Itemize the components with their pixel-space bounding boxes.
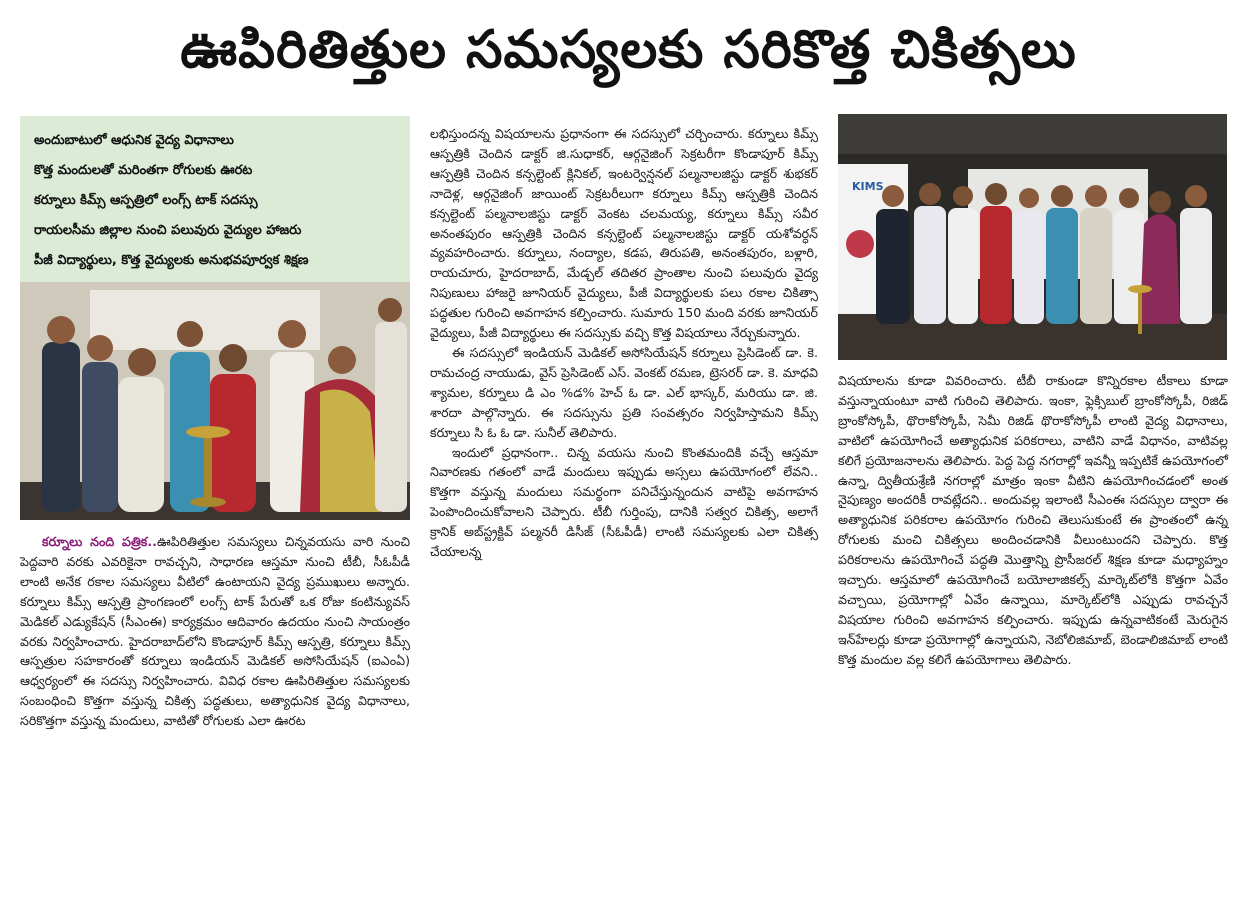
column-1-text: ఊపిరితిత్తుల సమస్యలు చిన్నవయసు వారి నుంచి పెద్దవారి వరకు ఎవరికైనా రావచ్చని, సాధారణ ఆస్తమా నుంచి టీబీ, సీఓపీడీ లాంటి అనేక రకాల సమస్యలు వీటిలో ఉంటాయని వైద్య ప్రముఖులు అన్నారు. కర్నూలు కిమ్స్ ఆస్పత్రి ప్రాంగణంలో లంగ్స్ టాక్ పేరుతో ఒక రోజు కంటిన్యువస్ మెడికల్ ఎడ్యుకేషన్ (సీఎంఈ) కార్యక్రమం ఆదివారం ఉదయం నుంచి సాయంత్రం వరకు నిర్వహించారు. హైదరాబాద్‌లోని కొండాపూర్ కిమ్స్ ఆస్పత్రి, కర్నూలు కిమ్స్ ఆస్పత్రుల సహకారంతో కర్నూలు ఇండియన్ మెడికల్ అసోసియేషన్ (ఐఎంఏ) ఆధ్వర్యంలో ఈ సదస్సు నిర్వహించారు. వివిధ రకాల ఊపిరితిత్తుల సమస్యలకు సంబంధించి కొత్తగా వస్తున్న చికిత్స పద్ధతులు, అత్యాధునిక వైద్య విధానాలు, సరికొత్తగా వస్తున్న మందులు, వాటితో రోగులకు ఎలా ఊరట <box>20 534 410 729</box>
sub-headline-4: రాయలసీమ జిల్లాల నుంచి పలువురు వైద్యుల హాజరు <box>34 223 302 238</box>
lamp-lighting-photo <box>20 282 410 520</box>
article-column-1 <box>20 532 410 731</box>
sub-headline-5: పీజీ విద్యార్థులు, కొత్త వైద్యులకు అనుభవపూర్వక శిక్షణ <box>34 253 309 268</box>
column-2-paragraph-1: లభిస్తుందన్న విషయాలను ప్రధానంగా ఈ సదస్సులో చర్చించారు. కర్నూలు కిమ్స్ ఆస్పత్రికి చెందిన డాక్టర్ జి.సుధాకర్, ఆర్గనైజింగ్ సెక్రటరీగా కొండాపూర్ కిమ్స్ ఆస్పత్రికి చెందిన కన్సల్టెంట్ క్లినికల్, ఇంటర్వెన్షనల్ పల్మనాలజిస్టు డాక్టర్ శుభకర్ నాదెళ్ల, ఆర్గనైజింగ్ జాయింట్ సెక్రటరీలుగా కర్నూలు కిమ్స్ ఆస్పత్రికి చెందిన కన్సల్టెంట్ పల్మనాలజిస్టు డాక్టర్ వెంకట చలమయ్య, కర్నూలు కిమ్స్ సవీర అనంతపురం ఆస్పత్రికి చెందిన కన్సల్టెంట్ పల్మనాలజిస్టు డాక్టర్ యశోవర్ధన్ వ్యవహరించారు. కర్నూలు, నంద్యాల, కడప, తిరుపతి, అనంతపురం, బళ్లారి, రాయచూరు, హైదరాబాద్, మేడ్చల్ తదితర ప్రాంతాల నుంచి పలువురు వైద్య నిపుణులు హాజరై జూనియర్ వైద్యులు, పీజీ విద్యార్థులకు పలు రకాల చికిత్సా పద్ధతుల గురించి అవగాహన కల్పించారు. సుమారు 150 మంది వరకు జూనియర్ వైద్యులు, పీజీ విద్యార్థులు ఈ సదస్సుకు వచ్చి కొత్త విషయాలు నేర్చుకున్నారు. <box>430 126 818 341</box>
lamp-lighting-illustration <box>20 282 410 520</box>
group-photo-illustration <box>838 114 1227 360</box>
article-column-3 <box>838 371 1228 670</box>
banner-text: KIMS <box>852 180 884 193</box>
sub-headline-3: కర్నూలు కిమ్స్ ఆస్పత్రిలో లంగ్స్ టాక్ సదస్సు <box>34 193 258 208</box>
headline: ఊపిరితిత్తుల సమస్యలకు సరికొత్త చికిత్సలు <box>180 20 1077 80</box>
column-2-paragraph-3: ఇందులో ప్రధానంగా.. చిన్న వయసు నుంచి కొంతమందికి వచ్చే ఆస్తమా నివారణకు గతంలో వాడే మందులు ఇప్పుడు అస్సలు ఉపయోగంలో లేవని.. కొత్తగా వస్తున్న మందులు సమర్థంగా పనిచేస్తున్నందున వాటిపై అవగాహన పెంపొందించుకోవాలని చెప్పారు. టీబీ గుర్తింపు, దానికి సత్వర చికిత్స, అలాగే క్రానిక్ అబ్‌స్ట్రక్టివ్ పల్మనరీ డిసీజ్ (సీఓపీడీ) లాంటి సమస్యలకు ఎలా చికిత్స చేయాలన్న <box>430 444 818 560</box>
article-column-2 <box>430 124 818 562</box>
column-1-paragraph <box>20 532 410 731</box>
sub-headline-2: కొత్త మందులతో మరింతగా రోగులకు ఊరట <box>34 163 253 178</box>
dateline: కర్నూలు నంది పత్రిక.. <box>42 534 157 549</box>
sub-headline-box <box>20 116 410 282</box>
column-3-paragraph-1: విషయాలను కూడా వివరించారు. టీబీ రాకుండా కొన్నిరకాల టీకాలు కూడా వస్తున్నాయంటూ వాటి గురించి తెలిపారు. ఇంకా, ఫ్లెక్సిబుల్ బ్రాంకోస్కోపీ, రిజిడ్ బ్రాంకోస్కోపీ, థొరాకోస్కోపీ, సెమీ రిజిడ్ థొరాకోస్కోపీ లాంటి వైద్య విధానాలు, వాటిలో ఉపయోగించే అత్యాధునిక పరికరాలు, వాటిని వాడే విధానం, వాటివల్ల కలిగే ప్రయోజనాలను తెలిపారు. పెద్ద పెద్ద నగరాల్లో ఇవన్నీ ఇప్పటికే ఉపయోగంలో ఉన్నా, ద్వితీయశ్రేణి నగరాల్లో మాత్రం ఇంకా వీటిని ఉపయోగించడంలో అంత నైపుణ్యం అందరికీ రావట్లేదని.. అందువల్ల ఇలాంటి సీఎంఈ సదస్సుల ద్వారా ఈ అత్యాధునిక పరికరాల ఉపయోగం గురించి తెలుసుకుంటే ఈ ప్రాంతంలో ఉన్న రోగులకు మంచి చికిత్సలు అందించడానికి వీలుంటుందని చెప్పారు. కొత్త పరికరాలను ఉపయోగించే పద్ధతి మొత్తాన్ని ప్రొసీజరల్ శిక్షణ కూడా మధ్యాహ్నం ఇచ్చారు. ఆస్తమాలో ఉపయోగించే బయోలాజికల్స్ మార్కెట్‌లోకి కొత్తగా ఏవేం వచ్చాయి, ప్రయోగాల్లో ఏవేం ఉన్నాయి, మార్కెట్‌లోకి ఎప్పుడు రావచ్చనే విషయాల గురించి అవగాహన కల్పించారు. ఇప్పుడు ఉన్నవాటికంటే మెరుగైన ఇన్‌హేలర్లు కూడా ప్రయోగాల్లో ఉన్నాయని, నెబోలిజిమాబ్, బెండాలిజిమాబ్ లాంటి కొత్త మందుల వల్ల కలిగే ఉపయోగాలు తెలిపారు. <box>838 373 1228 667</box>
group-photo <box>838 114 1227 360</box>
sub-headline-1: అందుబాటులో ఆధునిక వైద్య విధానాలు <box>34 133 234 148</box>
column-2-paragraph-2: ఈ సదస్సులో ఇండియన్ మెడికల్ అసోసియేషన్ కర్నూలు ప్రెసిడెంట్ డా. కె. రామచంద్ర నాయుడు, వైస్ ప్రెసిడెంట్ ఎస్. వెంకట్ రమణ, ట్రెసరర్ డా. కె. మాధవి శ్యామల, కర్నూలు డి ఎం %డ% హెచ్ ఓ డా. ఎల్ భాస్కర్, మరియు డా. జి. శారదా పాల్గొన్నారు. ఈ సదస్సును ప్రతి సంవత్సరం నిర్వహిస్తామని కిమ్స్ కర్నూలు సి ఓ ఓ డా. సునీల్ తెలిపారు. <box>430 344 818 440</box>
